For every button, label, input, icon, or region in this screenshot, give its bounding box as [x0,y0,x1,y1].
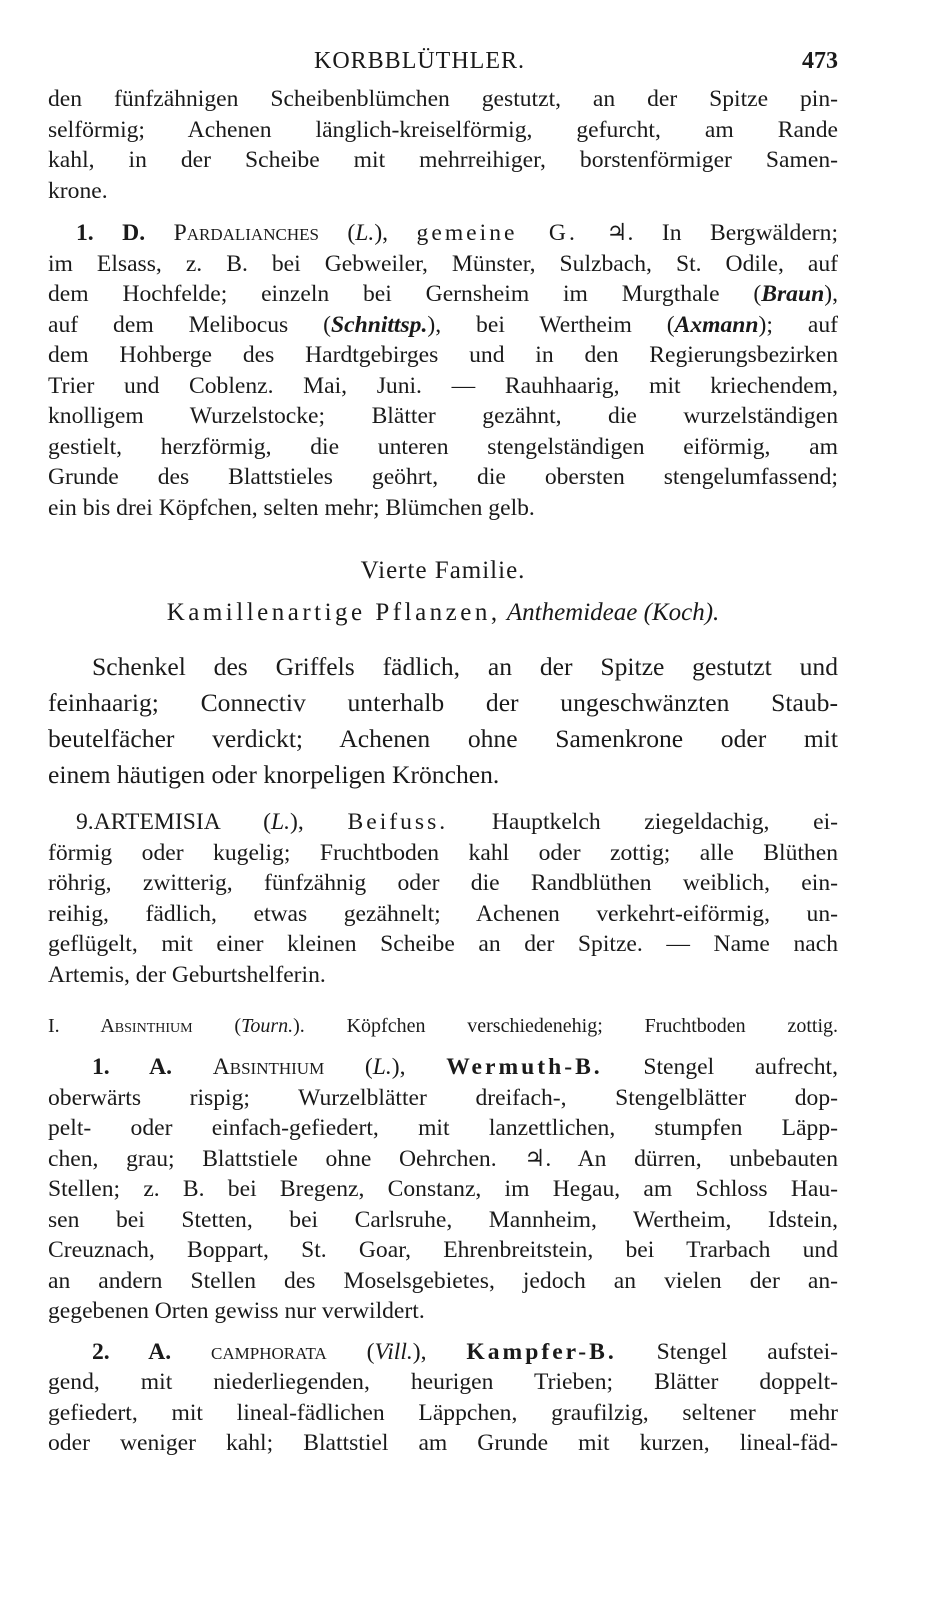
text-line: pelt- oder einfach-gefiedert, mit lanzettlichen, stumpfen Läpp- [48,1115,838,1141]
common-name: Kampfer-B. [466,1338,617,1365]
text-line: reihig, fädlich, etwas gezähnelt; Achenen verkehrt-eiförmig, un- [48,900,838,927]
text-line: Artemis, der Geburtshelferin. [48,961,326,988]
section-heading [48,1012,838,1040]
author-ref: Schnittsp. [330,311,428,338]
running-header [48,44,838,84]
text-line: Trier und Coblenz. Mai, Juni. — Rauhhaarig, mit kriechendem, [48,372,838,399]
text-line: beutelfächer verdickt; Achenen ohne Samenkrone oder mit [48,724,838,753]
text-line: gestielt, herzförmig, die unteren stengelständigen eiförmig, am [48,433,838,460]
genus-artemisia [48,807,838,990]
author-ref: Braun [761,281,825,307]
text-line: sen bei Stetten, bei Carlsruhe, Mannheim, Wertheim, Idstein, [48,1206,838,1233]
species-entry-pardalianches [48,218,838,523]
text-line: an andern Stellen des Moselsgebietes, jedoch an vielen der an- [48,1267,838,1294]
text-line: 2. A. camphorata (Vill.), Kampfer-B. Stengel aufstei- [92,1338,838,1365]
text-line: 1. D. Pardalianches (L.), gemeine G. ♃. In Bergwäldern; [76,220,838,246]
family-name [48,599,838,627]
text-line: Schenkel des Griffels fädlich, an der Spitze gestutzt und [92,652,838,681]
text-line: oder weniger kahl; Blattstiel am Grunde mit kurzen, lineal-fäd- [48,1430,838,1456]
text-line: einem häutigen oder knorpeligen Krönchen. [48,760,500,789]
entry-number: 1. A. [92,1054,173,1080]
text-line: dem Hochfelde; einzeln bei Gernsheim im Murgthale (Braun), [48,281,838,307]
text-line: im Elsass, z. B. bei Gebweiler, Münster, Sulzbach, St. Odile, auf [48,250,838,277]
text-line: chen, grau; Blattstiele ohne Oehrchen. ♃. An dürren, unbebauten [48,1145,838,1172]
common-name: gemeine G. [416,220,578,246]
text-line: röhrig, zwitterig, fünfzähnig oder die Randblüthen weiblich, ein- [48,870,838,896]
text-line: feinhaarig; Connectiv unterhalb der ungeschwänzten Staub- [48,688,838,717]
text-line: Grunde des Blattstieles geöhrt, die obersten stengelumfassend; [48,464,838,490]
family-german-name: Kamillenartige Pflanzen, [166,599,501,626]
species-author: L. [355,220,375,246]
text-line: gefiedert, mit lineal-fädlichen Läppchen, graufilzig, seltener mehr [48,1399,838,1426]
family-heading: Vierte Familie. [360,557,526,584]
text-line: oberwärts rispig; Wurzelblätter dreifach-, Stengelblätter dop- [48,1084,838,1111]
text-line: krone. [48,177,108,204]
species-name: camphorata [211,1338,327,1365]
text-line: 9.ARTEMISIA (L.), Beifuss. Hauptkelch ziegeldachig, ei- [76,809,838,835]
text-line: Creuznach, Boppart, St. Goar, Ehrenbreitstein, bei Trarbach und [48,1237,838,1263]
common-name: Wermuth-B. [446,1054,603,1080]
species-author: Vill. [374,1338,413,1365]
section-author: Tourn. [241,1015,294,1037]
text-line: gegebenen Orten gewiss nur verwildert. [48,1298,425,1324]
text-line: 1. A. Absinthium (L.), Wermuth-B. Stengel aufrecht, [92,1054,839,1080]
running-title: KORBBLÜTHLER. [314,48,525,74]
genus-common-name: Beifuss. [347,809,449,835]
text-line: ein bis drei Köpfchen, selten mehr; Blümchen gelb. [48,494,535,521]
genus-author: L. [271,809,291,835]
text-line: förmig oder kugelig; Fruchtboden kahl oder zottig; alle Blüthen [48,839,838,866]
intro-paragraph [48,84,838,206]
text-line: knolligem Wurzelstocke; Blätter gezähnt, die wurzelständigen [48,403,838,429]
species-entry-camphorata [48,1337,838,1459]
page-number: 473 [802,48,838,74]
text-line: auf dem Melibocus (Schnittsp.), bei Wertheim (Axmann); auf [48,311,838,338]
author-ref: Axmann [674,311,759,338]
genus-number: 9. [76,809,94,835]
text-line: selförmig; Achenen länglich-kreiselförmig, gefurcht, am Rande [48,116,838,143]
family-latin-name: Anthemideae (Koch). [506,599,720,626]
entry-number: 2. A. [92,1338,172,1365]
text-line: den fünfzähnigen Scheibenblümchen gestutzt, an der Spitze pin- [48,86,838,112]
species-entry-absinthium [48,1052,838,1327]
genus-name: ARTEMISIA [93,809,220,835]
text-line: Stellen; z. B. bei Bregenz, Constanz, im Hegau, am Schloss Hau- [48,1176,838,1202]
perennial-symbol: ♃. [606,220,634,246]
species-author: L. [372,1054,392,1080]
family-description [48,649,838,793]
text-line: gend, mit niederliegenden, heurigen Trieben; Blätter doppelt- [48,1369,838,1395]
text-line: kahl, in der Scheibe mit mehrreihiger, borstenförmiger Samen- [48,147,838,173]
book-page [48,44,838,1459]
species-name: Pardalianches [173,220,319,246]
text-line: geflügelt, mit einer kleinen Scheibe an der Spitze. — Name nach [48,931,838,957]
text-line: dem Hohberge des Hardtgebirges und in den Regierungsbezirken [48,342,838,368]
section-label: I. Absinthium [48,1015,193,1037]
text-line: I. Absinthium (Tourn.). Köpfchen verschiedenehig; Fruchtboden zottig. [48,1015,839,1037]
species-name: Absinthium [212,1054,325,1080]
entry-number: 1. D. [76,220,146,246]
